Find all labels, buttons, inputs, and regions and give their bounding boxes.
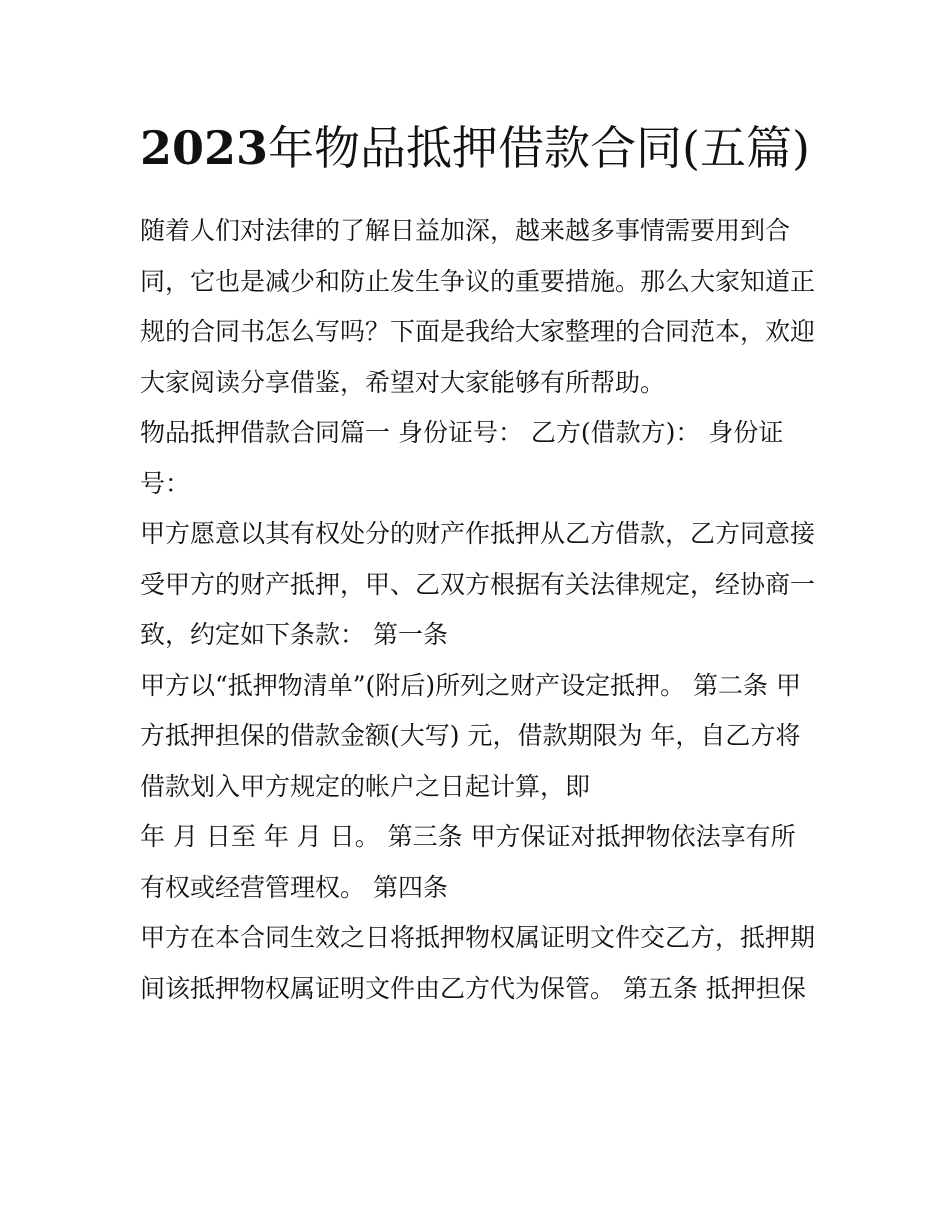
article-paragraph: 甲方在本合同生效之日将抵押物权属证明文件交乙方，抵押期间该抵押物权属证明文件由乙方代为保管。 第五条 抵押担保 xyxy=(140,923,816,1003)
intro-paragraph: 随着人们对法律的了解日益加深，越来越多事情需要用到合同，它也是减少和防止发生争议的重要措施。那么大家知道正规的合同书怎么写吗？下面是我给大家整理的合同范本，欢迎大家阅读分享借鉴，希望对大家能够有所帮助。 xyxy=(140,216,816,397)
article-paragraph: 年 月 日至 年 月 日。 第三条 甲方保证对抵押物依法享有所有权或经营管理权。 第四条 xyxy=(140,822,796,902)
agreement-paragraph: 甲方愿意以其有权处分的财产作抵押从乙方借款，乙方同意接受甲方的财产抵押，甲、乙双方根据有关法律规定，经协商一致，约定如下条款： 第一条 xyxy=(140,519,816,649)
paragraph-list xyxy=(140,206,820,1014)
contract-heading-paragraph: 物品抵押借款合同篇一 身份证号： 乙方(借款方)： 身份证号： xyxy=(140,418,784,498)
document-body xyxy=(140,112,820,1014)
title-text: 年物品抵押借款合同(五篇) xyxy=(268,121,810,175)
article-paragraph: 甲方以“抵押物清单”(附后)所列之财产设定抵押。 第二条 甲方抵押担保的借款金额(大写) 元，借款期限为 年，自乙方将借款划入甲方规定的帐户之日起计算，即 xyxy=(140,670,801,801)
document-title xyxy=(140,112,820,184)
title-year: 2023 xyxy=(140,121,269,175)
